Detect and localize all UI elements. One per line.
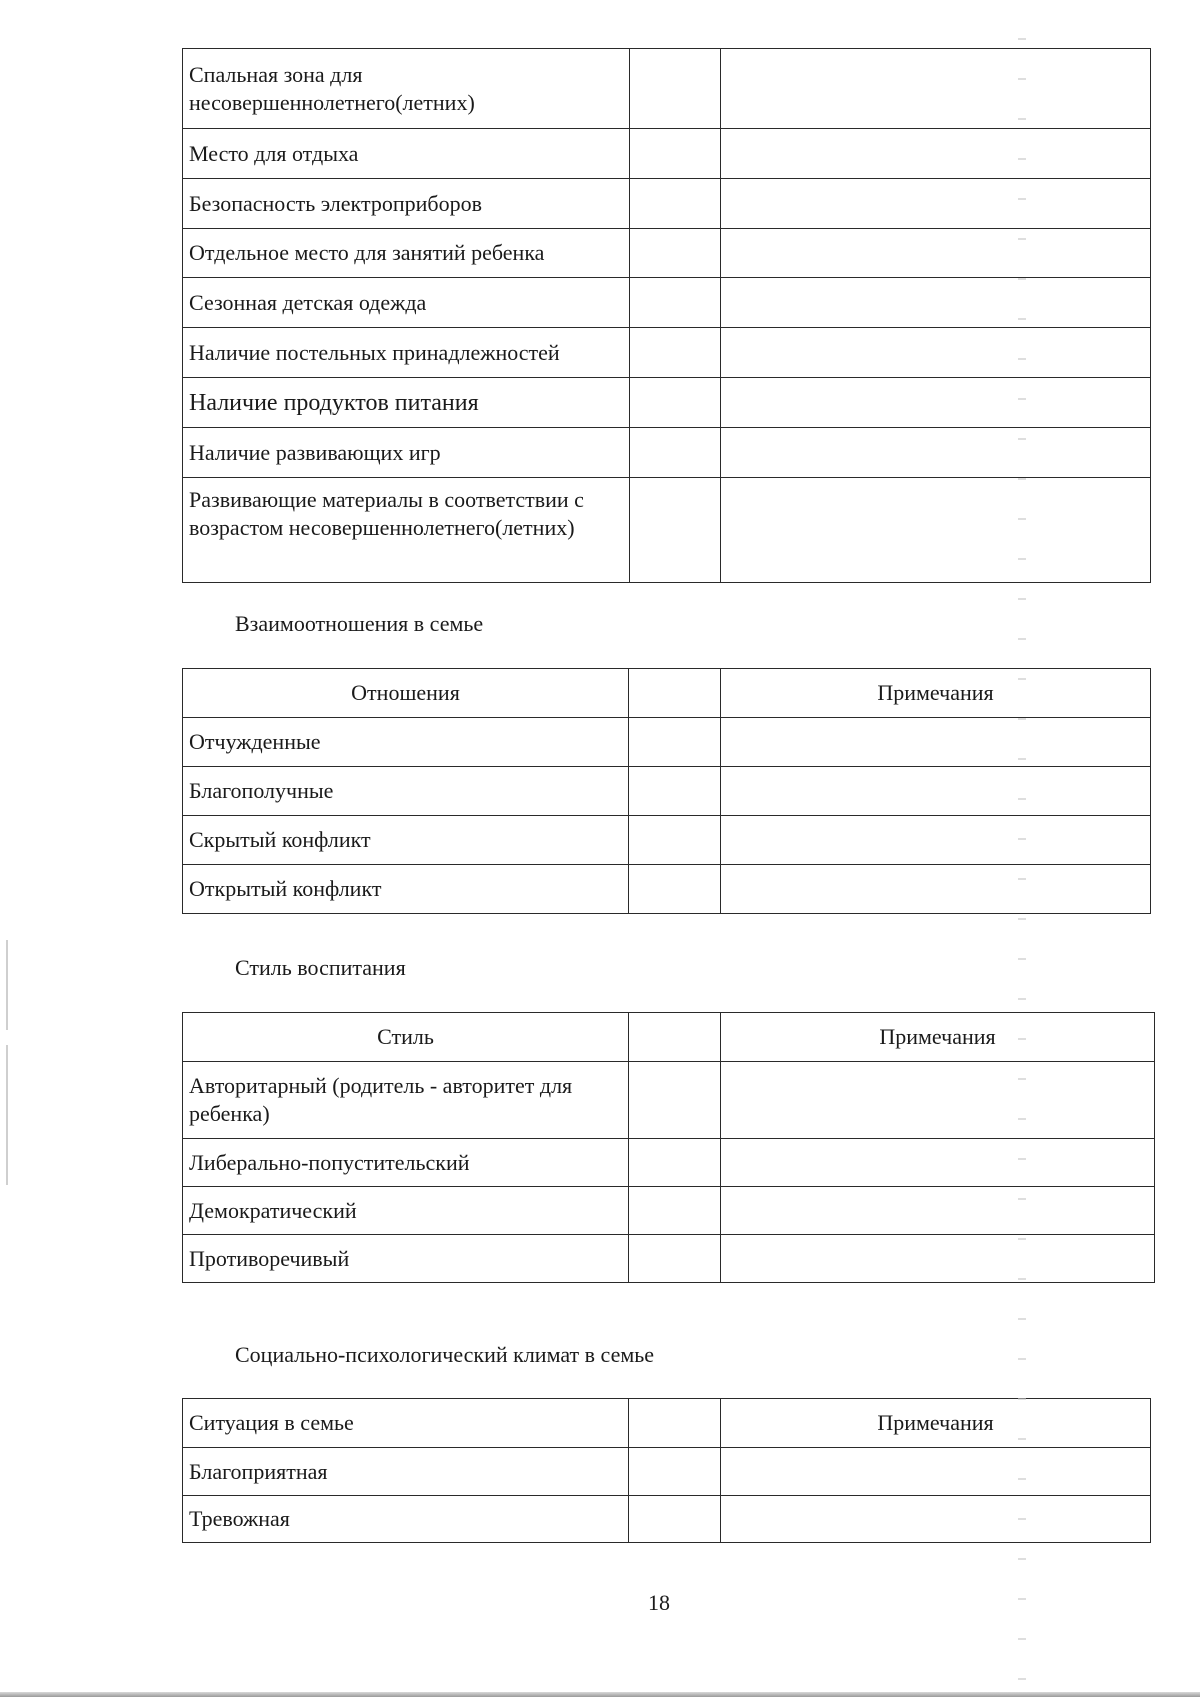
notes-cell[interactable] — [721, 1448, 1151, 1496]
table-row — [183, 718, 1151, 767]
climate-heading: Социально-психологический климат в семье — [235, 1342, 655, 1367]
table-row — [183, 49, 1151, 129]
notes-cell[interactable] — [721, 49, 1151, 129]
row-label: Благополучные — [183, 767, 629, 816]
mark-cell[interactable] — [629, 1235, 721, 1283]
mark-cell[interactable] — [630, 328, 721, 378]
notes-cell[interactable] — [721, 229, 1151, 278]
table-row — [183, 767, 1151, 816]
notes-cell[interactable] — [721, 1187, 1155, 1235]
notes-cell[interactable] — [721, 328, 1151, 378]
mark-cell[interactable] — [630, 179, 721, 229]
mark-cell[interactable] — [630, 129, 721, 179]
row-label: Противоречивый — [183, 1235, 629, 1283]
table-row — [183, 129, 1151, 179]
mark-cell[interactable] — [629, 1062, 721, 1139]
table-row — [183, 229, 1151, 278]
row-label: Отдельное место для занятий ребенка — [183, 229, 630, 278]
notes-cell[interactable] — [721, 816, 1151, 865]
mark-cell[interactable] — [629, 865, 721, 914]
notes-column-header: Примечания — [721, 1013, 1155, 1062]
row-label: Спальная зона для несовершеннолетнего(летних) — [183, 49, 630, 129]
climate-table — [182, 1398, 1151, 1543]
row-label: Развивающие материалы в соответствии с возрастом несовершеннолетнего(летних) — [183, 478, 630, 583]
notes-cell[interactable] — [721, 428, 1151, 478]
climate-column-header: Ситуация в семье — [183, 1399, 629, 1448]
upbringing-heading: Стиль воспитания — [235, 955, 406, 980]
mark-cell[interactable] — [630, 278, 721, 328]
table-row — [183, 378, 1151, 428]
mark-cell[interactable] — [629, 767, 721, 816]
row-label: Скрытый конфликт — [183, 816, 629, 865]
page-number: 18 — [648, 1590, 670, 1615]
mark-cell[interactable] — [630, 49, 721, 129]
table-header-row — [183, 1399, 1151, 1448]
mark-cell[interactable] — [630, 229, 721, 278]
row-label: Наличие развивающих игр — [183, 428, 630, 478]
table-row — [183, 1062, 1155, 1139]
relations-table — [182, 668, 1151, 914]
relations-heading: Взаимоотношения в семье — [235, 611, 484, 636]
table-row — [183, 1496, 1151, 1543]
row-label: Либерально-попустительский — [183, 1139, 629, 1187]
upbringing-table — [182, 1012, 1155, 1283]
mark-cell — [629, 1013, 721, 1062]
table-header-row — [183, 669, 1151, 718]
row-label: Отчужденные — [183, 718, 629, 767]
mark-cell[interactable] — [630, 428, 721, 478]
notes-column-header: Примечания — [721, 1399, 1151, 1448]
mark-cell[interactable] — [629, 1496, 721, 1543]
table-row — [183, 428, 1151, 478]
scan-edge-marks — [1018, 0, 1026, 1697]
mark-cell[interactable] — [630, 478, 721, 583]
row-label: Авторитарный (родитель - авторитет для ребенка) — [183, 1062, 629, 1139]
notes-cell[interactable] — [721, 865, 1151, 914]
row-label: Демократический — [183, 1187, 629, 1235]
living-conditions-table — [182, 48, 1151, 583]
row-label: Сезонная детская одежда — [183, 278, 630, 328]
mark-cell[interactable] — [629, 718, 721, 767]
notes-cell[interactable] — [721, 1235, 1155, 1283]
notes-cell[interactable] — [721, 1496, 1151, 1543]
mark-cell[interactable] — [629, 1187, 721, 1235]
row-label: Место для отдыха — [183, 129, 630, 179]
row-label: Наличие продуктов питания — [183, 378, 630, 428]
row-label: Наличие постельных принадлежностей — [183, 328, 630, 378]
table-row — [183, 1235, 1155, 1283]
table-row — [183, 1139, 1155, 1187]
row-label: Безопасность электроприборов — [183, 179, 630, 229]
notes-cell[interactable] — [721, 767, 1151, 816]
row-label: Тревожная — [183, 1496, 629, 1543]
relations-column-header: Отношения — [183, 669, 629, 718]
row-label: Благоприятная — [183, 1448, 629, 1496]
notes-cell[interactable] — [721, 1139, 1155, 1187]
mark-cell[interactable] — [630, 378, 721, 428]
table-row — [183, 328, 1151, 378]
table-row — [183, 278, 1151, 328]
notes-cell[interactable] — [721, 129, 1151, 179]
upbringing-column-header: Стиль — [183, 1013, 629, 1062]
mark-cell[interactable] — [629, 816, 721, 865]
notes-cell[interactable] — [721, 1062, 1155, 1139]
notes-cell[interactable] — [721, 478, 1151, 583]
scan-left-mark — [6, 940, 8, 1030]
mark-cell[interactable] — [629, 1139, 721, 1187]
mark-cell[interactable] — [629, 1448, 721, 1496]
mark-cell — [629, 669, 721, 718]
notes-cell[interactable] — [721, 179, 1151, 229]
table-row — [183, 1187, 1155, 1235]
scan-bottom-edge — [0, 1692, 1200, 1697]
notes-cell[interactable] — [721, 278, 1151, 328]
table-header-row — [183, 1013, 1155, 1062]
notes-column-header: Примечания — [721, 669, 1151, 718]
table-row — [183, 1448, 1151, 1496]
table-row — [183, 816, 1151, 865]
table-row — [183, 478, 1151, 583]
mark-cell — [629, 1399, 721, 1448]
table-row — [183, 179, 1151, 229]
notes-cell[interactable] — [721, 378, 1151, 428]
scan-left-mark — [6, 1045, 8, 1185]
row-label: Открытый конфликт — [183, 865, 629, 914]
notes-cell[interactable] — [721, 718, 1151, 767]
table-row — [183, 865, 1151, 914]
